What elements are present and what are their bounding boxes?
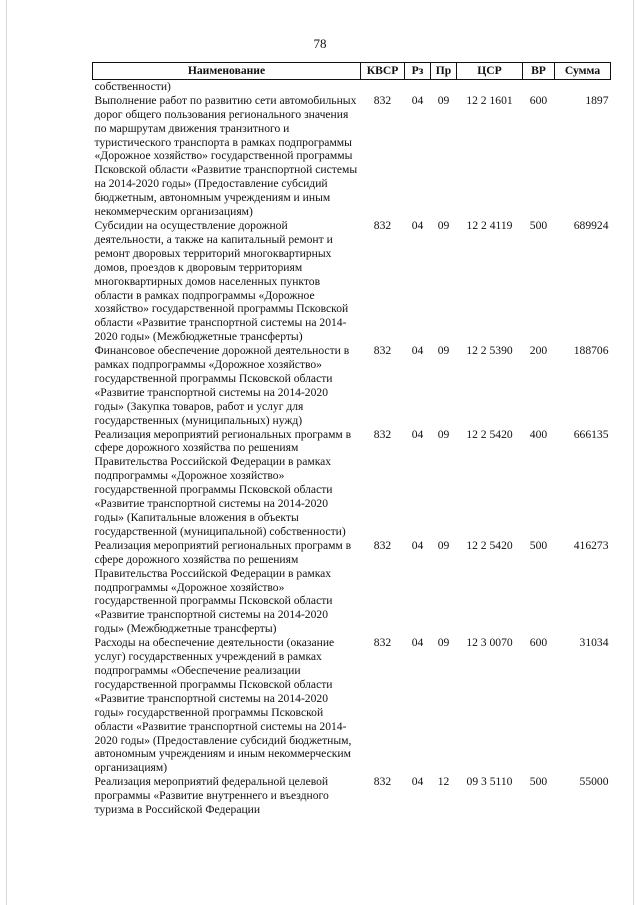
table-row xyxy=(93,94,611,219)
row-csr: 12 3 0070 xyxy=(466,636,513,650)
header-kvsr: КВСР xyxy=(361,63,405,80)
row-csr: 12 2 5420 xyxy=(466,538,513,552)
row-csr: 12 2 5390 xyxy=(466,344,513,358)
table-row xyxy=(93,775,611,817)
row-csr: 12 2 4119 xyxy=(466,218,513,232)
row-csr: 09 3 5110 xyxy=(466,775,513,789)
table-header-row xyxy=(93,63,611,80)
header-pr: Пр xyxy=(431,63,457,80)
row-name: Расходы на обеспечение деятельности (оказание услуг) государственных учреждений в рамках подпрограммы «Обеспечение реализации государственной программы Псковской области «Развитие транспортной системы на 2014-2020 годы» государственной программы Псковской области «Развитие транспортной системы на 2014-2020 годы» (Предоставление субсидий бюджетным, автономным учреждениям и иным некоммерческим организациям) xyxy=(94,636,352,775)
row-sum: 689924 xyxy=(573,218,609,232)
row-rz: 04 xyxy=(411,344,424,358)
header-sum: Сумма xyxy=(555,63,611,80)
budget-table xyxy=(92,62,611,817)
header-csr: ЦСР xyxy=(457,63,523,80)
row-sum: 1897 xyxy=(585,93,609,107)
row-rz: 04 xyxy=(411,218,424,232)
row-kvsr: 832 xyxy=(373,538,392,552)
table-row xyxy=(93,428,611,539)
table-row xyxy=(93,219,611,344)
row-pr: 09 xyxy=(437,93,450,107)
scan-edge-right xyxy=(633,0,634,905)
row-sum: 55000 xyxy=(579,775,609,789)
row-vr: 500 xyxy=(529,775,548,789)
header-rz: Рз xyxy=(405,63,431,80)
row-name: Субсидии на осуществление дорожной деятельности, а также на капитальный ремонт и ремонт дворовых территорий многоквартирных домов, проездов к дворовым территориям многоквартирных домов населенных пунктов области в рамках подпрограммы «Дорожное хозяйство» государственной программы Псковской области «Развитие транспортной системы на 2014-2020 годы» (Межбюджетные трансферты) xyxy=(94,218,349,344)
header-vr: ВР xyxy=(523,63,555,80)
row-pr: 09 xyxy=(437,538,450,552)
row-pr: 09 xyxy=(437,427,450,441)
table-row xyxy=(93,539,611,636)
row-rz: 04 xyxy=(411,427,424,441)
row-name: Реализация мероприятий региональных программ в сфере дорожного хозяйства по решениям Правительства Российской Федерации в рамках подпрограммы «Дорожное хозяйство» государственной программы Псковской области «Развитие транспортной системы на 2014-2020 годы» (Межбюджетные трансферты) xyxy=(94,538,352,636)
row-kvsr: 832 xyxy=(373,218,392,232)
row-pr: 09 xyxy=(437,218,450,232)
row-pr: 09 xyxy=(437,344,450,358)
row-pr: 12 xyxy=(437,775,450,789)
table-row xyxy=(93,344,611,427)
row-vr: 600 xyxy=(529,93,548,107)
row-rz: 04 xyxy=(411,636,424,650)
row-sum: 666135 xyxy=(573,427,609,441)
continuation-row xyxy=(93,79,611,93)
row-kvsr: 832 xyxy=(373,775,392,789)
page-number: 78 xyxy=(313,36,327,51)
row-kvsr: 832 xyxy=(373,636,392,650)
row-kvsr: 832 xyxy=(373,344,392,358)
row-rz: 04 xyxy=(411,538,424,552)
row-name: Реализация мероприятий региональных программ в сфере дорожного хозяйства по решениям Правительства Российской Федерации в рамках подпрограммы «Дорожное хозяйство» государственной программы Псковской области «Развитие транспортной системы на 2014-2020 годы» (Капитальные вложения в объекты государственной (муниципальной) собственности) xyxy=(94,427,352,538)
row-vr: 500 xyxy=(529,538,548,552)
row-rz: 04 xyxy=(411,775,424,789)
table-row xyxy=(93,636,611,775)
row-vr: 400 xyxy=(529,427,548,441)
row-csr: 12 2 5420 xyxy=(466,427,513,441)
row-pr: 09 xyxy=(437,636,450,650)
row-sum: 416273 xyxy=(573,538,609,552)
row-kvsr: 832 xyxy=(373,427,392,441)
row-name: Выполнение работ по развитию сети автомобильных дорог общего пользования регионального значения по маршрутам движения транзитного и туристического транспорта в рамках подпрограммы «Дорожное хозяйство» государственной программы Псковской области «Развитие транспортной системы на 2014-2020 годы» (Предоставление субсидий бюджетным, автономным учреждениям и иным некоммерческим организациям) xyxy=(94,93,358,219)
row-vr: 200 xyxy=(529,344,548,358)
row-rz: 04 xyxy=(411,93,424,107)
row-sum: 31034 xyxy=(579,636,609,650)
row-vr: 500 xyxy=(529,218,548,232)
row-sum: 188706 xyxy=(573,344,609,358)
header-name: Наименование xyxy=(93,63,361,80)
row-kvsr: 832 xyxy=(373,93,392,107)
scan-edge-left xyxy=(6,0,7,905)
row-name: Финансовое обеспечение дорожной деятельности в рамках подпрограммы «Дорожное хозяйство» государственной программы Псковской области «Развитие транспортной системы на 2014-2020 годы» (Закупка товаров, работ и услуг для государственных (муниципальных) нужд) xyxy=(94,344,350,427)
row-name: Реализация мероприятий федеральной целевой программы «Развитие внутреннего и въездного туризма в Российской Федерации xyxy=(94,775,329,817)
row-vr: 600 xyxy=(529,636,548,650)
continuation-text: собственности) xyxy=(94,79,171,93)
row-csr: 12 2 1601 xyxy=(466,93,513,107)
